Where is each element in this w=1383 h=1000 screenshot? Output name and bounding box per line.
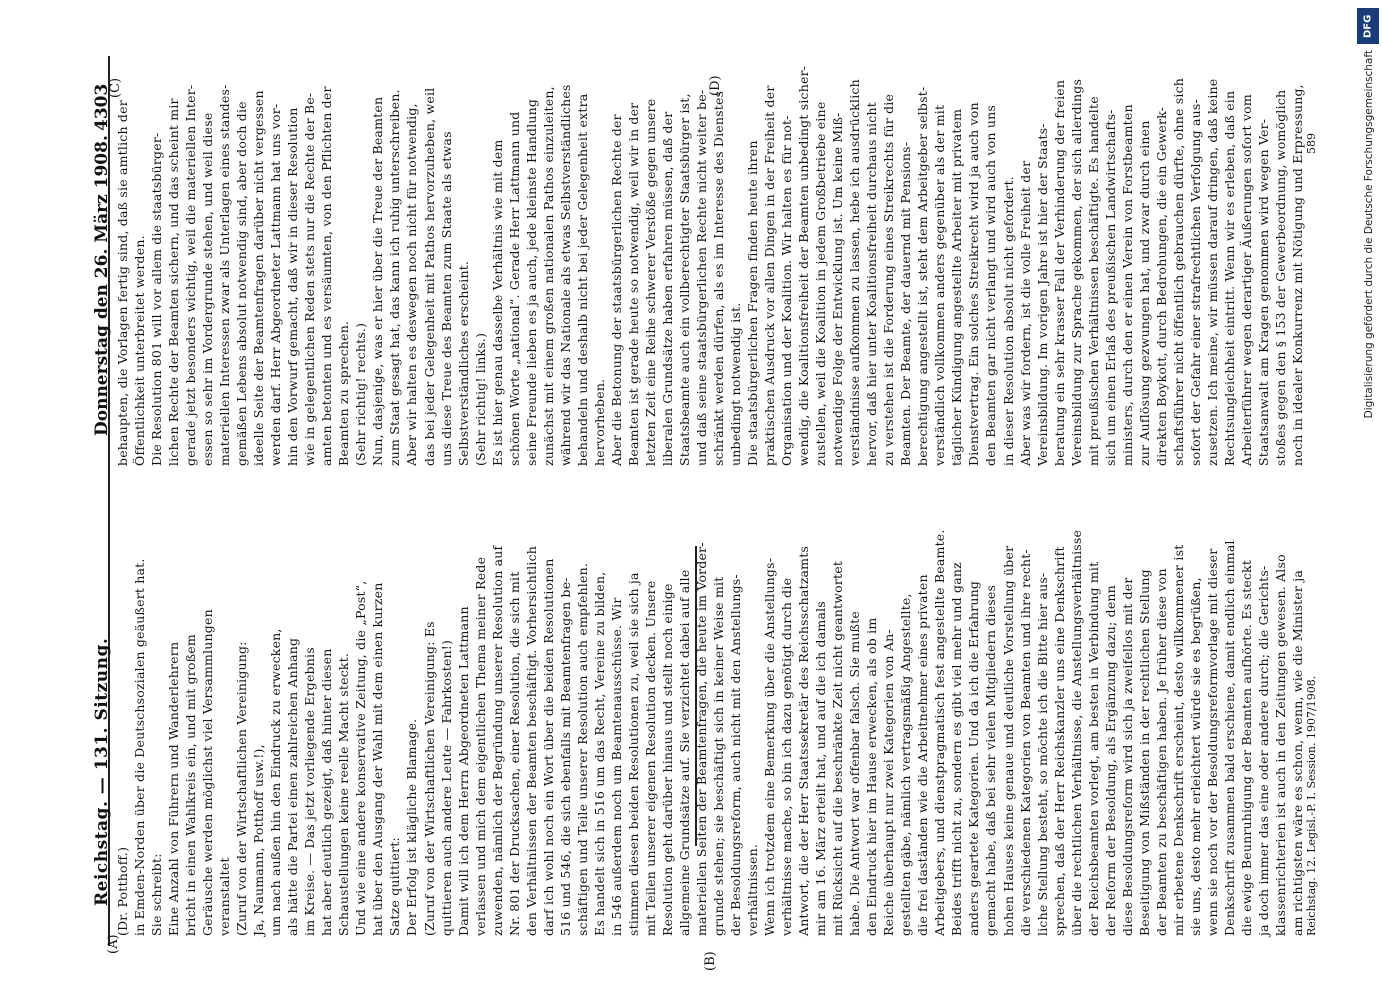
text-line: beratung ein sehr krasser Fall der Verhinderung der freien (1051, 79, 1067, 466)
text-line: Wenn ich trotzdem eine Bemerkung über die Anstellungs- (762, 557, 778, 936)
text-line: hervor, daß hier unter Koalitionsfreiheit durchaus nicht (864, 102, 880, 466)
text-line: verständlich vollkommen anders gegenüber als der mit (932, 104, 948, 466)
text-line: während wir das Nationale als etwas Selbstverständliches (557, 84, 573, 466)
text-line: hervorheben. (591, 378, 607, 466)
text-line: liche Stellung besteht, so möchte ich die Bitte hier aus- (1034, 572, 1050, 936)
text-line: stimmen diesen beiden Resolutionen zu, weil sie sich ja (625, 572, 641, 936)
text-line: klassenrichterien ist auch in den Zeitungen gewesen. Also (1272, 554, 1288, 936)
text-line: letzten Zeit eine Reihe schwerer Verstöße gegen unsere (642, 98, 658, 466)
text-line: zum Staat gesagt hat, das kann ich ruhig unterschreiben. (387, 89, 403, 466)
text-line: gemacht habe, daß bei sehr vielen Mitgliedern dieses (983, 584, 999, 936)
text-line: wenn sie noch vor der Besoldungsreformvorlage mit dieser (1204, 548, 1220, 936)
text-line: um nach außen hin den Eindruck zu erwecken, (268, 628, 284, 936)
text-line: direkten Boykott, durch Bedrohungen, die ein Gewerk- (1153, 106, 1169, 466)
text-line: Denkschrift zusammen bald erschiene, damit endlich einmal (1221, 540, 1237, 936)
text-line: 516 und 546, die sich ebenfalls mit Beamtenfragen be- (557, 577, 573, 936)
text-line: Aber die Betonung der staatsbürgerlichen Rechte der (608, 114, 624, 466)
text-line: als hätte die Partei einen zahlreichen Anhang (285, 637, 301, 936)
text-line: verhältnisse mache, so bin ich dazu genötigt durch die (779, 577, 795, 936)
text-line: hohen Hauses keine genaue und deutliche Vorstellung über (1000, 545, 1016, 936)
text-line: mit preußischen Verhältnissen beschäftigte. Es handelte (1085, 96, 1101, 466)
text-line: zuwenden, nämlich der Begründung unserer Resolution auf (489, 545, 505, 936)
text-line: das bei jeder Gelegenheit mit Pathos hervorzuheben, weil (421, 87, 437, 466)
text-line: den Verhältnissen der Beamten beschäftigt. Vorhersichtlich (523, 545, 539, 936)
text-line: die verschiedenen Kategorien von Beamten und ihre recht- (1017, 549, 1033, 936)
text-line: schäftigen und Teile unserer Resolution auch empfehlen. (574, 562, 590, 936)
text-line: Damit will ich dem Herrn Abgeordneten Lattmann (455, 606, 471, 936)
margin-mark-a: (A) (106, 934, 121, 954)
text-line: den Beamten gar nicht verlangt und wird auch von uns (983, 105, 999, 466)
text-line: wendig, die Koalitionsfreiheit der Beamten unbedingt sicher- (796, 65, 812, 466)
text-line: Die Resolution 801 will vor allem die staatsbürger- (149, 132, 165, 466)
text-line: in dieser Resolution absolut nicht gefordert. (1000, 176, 1016, 466)
text-line: mit Teilen unserer eigenen Resolution decken. Unsere (642, 580, 658, 936)
text-line: Vereinsbildung zur Sprache gekommen, der sich allerdings (1068, 78, 1084, 466)
text-line: hat über den Ausgang der Wahl mit dem einen kurzen (370, 582, 386, 936)
text-line: Organisation und der Koalition. Wir halten es für not- (779, 115, 795, 466)
text-line: sprechen, daß der Herr Reichskanzler uns eine Denkschrift (1051, 546, 1067, 936)
text-line: zusetzen. Ich meine, wir müssen darauf dringen, daß keine (1204, 78, 1220, 466)
footer-source: Reichstag. 12. Legisl.-P. I. Session. 1907/1908. (1305, 675, 1318, 936)
text-line: liberalen Grundsätze haben erfahren müssen, daß der (659, 111, 675, 466)
text-line: (Zuruf von der Wirtschaftlichen Vereinigung: Es (421, 621, 437, 936)
text-line: Nun, dasjenige, was er hier über die Treue der Beamten (370, 96, 386, 466)
text-line: unbedingt notwendig ist. (728, 302, 744, 466)
text-line: Antwort, die der Herr Staatssekretär des Reichsschatzamts (796, 545, 812, 936)
text-line: verlassen und mich dem eigentlichen Thema meiner Rede (472, 556, 488, 936)
text-line: anders geartete Kategorien. Und da ich die Erfahrung (966, 580, 982, 936)
text-line: Schaustellungen keine reelle Macht steckt. (336, 652, 352, 936)
text-line: materiellen Seiten der Beamtenfragen, die heute im Vorder- (693, 542, 709, 936)
margin-mark-d: (D) (708, 75, 723, 96)
text-line: habe. Die Antwort war offenbar falsch. Sie mußte (847, 611, 863, 936)
text-line: ja doch immer das eine oder andere durch; die Gerichts- (1255, 565, 1271, 936)
text-line: Öffentlichkeit unterbreitet werden. (132, 235, 148, 466)
text-line: schönen Worte „national“. Gerade Herr Lattmann und (506, 111, 522, 466)
text-line: sich um einen Erlaß des preußischen Landwirtschafts- (1102, 109, 1118, 466)
page-number: 4303 (92, 83, 112, 131)
dfg-logo: DFG (1357, 8, 1379, 44)
text-line: und daß seine staatsbürgerlichen Rechte nicht weiter be- (693, 89, 709, 466)
text-line: berechtigung angestellt ist, steht dem Arbeitgeber selbst- (915, 86, 931, 466)
text-line: ideelle Seite der Beamtenfragen darüber nicht vergessen (251, 90, 267, 466)
text-line: quittieren auch andere Leute — Fahrkosten!) (438, 639, 454, 936)
text-line: Eine Anzahl von Führern und Wanderlehrern (166, 641, 182, 936)
text-line: Es ist hier genau dasselbe Verhältnis wie mit dem (489, 139, 505, 466)
text-line: materiellen Interessen zwar als Unterlagen eines standes- (217, 84, 233, 466)
text-line: (Zuruf von der Wirtschaftlichen Vereinigung: (234, 641, 250, 936)
text-line: mir am 16. März erteilt hat, und auf die ich damals (813, 601, 829, 936)
footer-sheet-number: 589 (1305, 133, 1318, 154)
text-line: mit Rücksicht auf die beschränkte Zeit nicht geantwortet (830, 560, 846, 936)
text-line: Ja, Naumann, Potthoff usw.!), (251, 744, 267, 936)
text-line: gestellten gäbe, nämlich vertragsmäßig Angestellte, (898, 593, 914, 936)
text-line: Sie schreibt: (149, 853, 165, 936)
text-line: Aber wir halten es deswegen noch nicht für notwendig, (404, 103, 420, 466)
text-line: behandeln und deshalb nicht bei jeder Gelegenheit extra (574, 93, 590, 466)
text-line: amten betonten und es versäumten, von den Pflichten der (319, 86, 335, 466)
text-line: Der Erfolg ist klägliche Blamage. (404, 718, 420, 936)
text-line: seine Freunde lieben es ja auch, jede kleinste Handlung (523, 98, 539, 466)
margin-mark-c: (C) (108, 77, 123, 98)
text-line: Reiche überhaupt nur zwei Kategorien von An- (881, 629, 897, 936)
text-line: zur Auflösung gezwungen hat, und zwar durch einen (1136, 120, 1152, 466)
text-line: (Sehr richtig! links.) (472, 332, 488, 466)
text-line: werden darf. Herr Abgeordneter Lattmann hat uns vor- (268, 103, 284, 466)
text-line: die ewige Beunruhigung der Beamten aufhörte. Es steckt (1238, 559, 1254, 936)
text-line: Satze quittiert: (387, 837, 403, 936)
text-line: verständnisse aufkommen zu lassen, hebe ich ausdrücklich (847, 79, 863, 466)
text-line: darf ich wohl noch ein Wort über die beiden Resolutionen (540, 558, 556, 936)
text-line: stoßes gegen den § 153 der Gewerbeordnung, womöglich (1272, 89, 1288, 466)
text-line: Arbeiterführer wegen derartiger Äußerungen sofort vom (1238, 94, 1254, 466)
text-line: Beamten zu sprechen. (336, 320, 352, 466)
text-line: sie uns, desto mehr erleichtert würde sie es begrüßen, (1187, 577, 1203, 936)
text-line: zu verstehen ist die Forderung eines Streikrechts für die (881, 93, 897, 466)
text-line: zustellen, weil die Koalition in jedem Großbetriebe eine (813, 101, 829, 466)
text-line: die frei daständen wie die Arbeitnehmer eines privaten (915, 574, 931, 936)
text-line: Beseitigung von Mißständen in der rechtlichen Stellung (1136, 569, 1152, 936)
text-line: Dienstvertrag. Ein solches Streikrecht wird ja auch von (966, 102, 982, 466)
text-line: in 546 außerdem noch um Beamtenausschüsse. Wir (608, 597, 624, 936)
text-line: der Beamten zu beschäftigen haben. Je früher diese von (1153, 568, 1169, 936)
text-line: schaftsführer nicht öffentlich gebrauchen dürfte, ohne sich (1170, 77, 1186, 466)
running-header-left: Reichstag. — 131. Sitzung. (92, 637, 112, 906)
running-header-date: Donnerstag den 26. März 1908. (92, 135, 112, 436)
text-line: gerade jetzt besonders wichtig, weil die materiellen Inter- (183, 84, 199, 466)
text-line: lichen Rechte der Beamten sichern, und das scheint mir (166, 98, 182, 466)
digitization-note: Digitalisierung gefördert durch die Deutsche Forschungsgemeinschaft (1363, 50, 1375, 419)
text-line: Staatsanwalt am Kragen genommen wird wegen Ver- (1255, 118, 1271, 466)
text-line: mir erbetene Denkschrift erscheint, desto willkommener ist (1170, 544, 1186, 936)
text-line: Die staatsbürgerlichen Fragen finden heute ihren (745, 140, 761, 466)
text-line: der Reichsbeamten vorlegt, am besten in Verbindung mit (1085, 561, 1101, 936)
margin-mark-b: (B) (703, 951, 718, 971)
text-line: Rechtsungleichheit eintritt. Wenn wir es erleben, daß ein (1221, 90, 1237, 466)
text-line: hat aber deutlich gezeigt, daß hinter diesen (319, 648, 335, 936)
text-line: sofort der Gefahr einer strafrechtlichen Verfolgung aus- (1187, 99, 1203, 466)
text-line: bricht in einen Wahlkreis ein, und mit großem (183, 634, 199, 936)
text-line: essen so sehr im Vordergrunde stehen, und weil diese (200, 112, 216, 466)
text-line: verhältnissen. (745, 843, 761, 936)
text-line: schränkt werden dürfen, als es im Interesse des Dienstes (711, 90, 726, 466)
text-line: veranstaltet (217, 857, 233, 936)
text-line: im Kreise. — Das jetzt vorliegende Ergebnis (302, 647, 318, 936)
text-line: ministers, durch den er einen Verein von Forstbeamten (1119, 104, 1135, 466)
text-line: wie in gelegentlichen Reden stets nur die Rechte der Be- (302, 92, 318, 466)
text-line: noch in idealer Konkurrenz mit Nötigung und Erpressung, (1290, 84, 1305, 466)
text-line: (Dr. Potthoff.) (115, 846, 130, 936)
text-line: den Eindruck hier im Hause erwecken, als ob im (864, 617, 880, 936)
text-line: Beamten ist gerade heute so notwendig, weil wir in der (625, 102, 641, 466)
text-line: notwendige Folge der Entwicklung ist. Um keine Miß- (830, 112, 846, 466)
text-line: Arbeitgebers, und dienstpragmatisch fest angestellte Beamte. (932, 529, 948, 936)
text-line: gemäßen Lebens absolut notwendig sind, aber doch die (234, 101, 250, 466)
text-line: hin den Vorwurf gemacht, daß wir in dieser Resolution (285, 107, 301, 466)
text-line: Und wie eine andere konservative Zeitung, die „Post“, (353, 580, 369, 936)
text-line: Resolution geht darüber hinaus und stellt noch einige (659, 583, 675, 936)
text-line: Es handelt sich in 516 um das Recht, Vereine zu bilden, (591, 571, 607, 936)
text-line: der Reform der Besoldung, als Ergänzung dazu; denn (1102, 585, 1118, 936)
document-page (20, 36, 1360, 971)
text-line: zunächst mit einem großen nationalen Pathos einzuleiten, (540, 86, 556, 466)
text-line: in Emden-Norden über die Deutschsozialen geäußert hat. (132, 558, 148, 936)
text-line: Beamten. Der Beamte, der dauernd mit Pensions- (898, 141, 914, 466)
text-line: Vereinsbildung. Im vorigen Jahre ist hier der Staats- (1034, 123, 1050, 466)
text-line: täglicher Kündigung angestellte Arbeiter mit privatem (949, 108, 965, 466)
text-line: (Sehr richtig! rechts.) (353, 322, 369, 466)
text-line: grunde stehen; sie beschäftigt sich in keiner Weise mit (711, 576, 726, 936)
text-line: am richtigsten wäre es schon, wenn, wie die Minister ja (1290, 570, 1305, 936)
text-line: Beides trifft nicht zu, sondern es gibt viel mehr und ganz (949, 562, 965, 936)
text-line: behaupten, die Vorlagen fertig sind, daß sie amtlich der (115, 100, 130, 466)
text-line: über die rechtlichen Verhältnisse, die Anstellungsverhältnisse (1068, 529, 1084, 936)
text-line: Geräusche werden möglichst viel Versammlungen (200, 609, 216, 936)
text-line: der Besoldungsreform, auch nicht mit den Anstellungs- (728, 574, 744, 936)
text-line: uns diese Treue des Beamten zum Staate als etwas (438, 131, 454, 466)
text-line: Staatsbeamte auch ein vollberechtigter Staatsbürger ist, (676, 93, 692, 466)
text-line: praktischen Ausdruck vor allen Dingen in der Freiheit der (762, 85, 778, 466)
text-line: diese Besoldungsreform wird sich ja zweifellos mit der (1119, 577, 1135, 936)
text-line: Aber was wir fordern, ist die volle Freiheit der (1017, 160, 1033, 466)
text-line: Nr. 801 der Drucksachen, einer Resolution, die sich mit (506, 571, 522, 936)
text-line: Selbstverständliches erscheint. (455, 260, 471, 466)
text-line: allgemeine Grundsätze auf. Sie verzichtet dabei auf alle (676, 569, 692, 936)
